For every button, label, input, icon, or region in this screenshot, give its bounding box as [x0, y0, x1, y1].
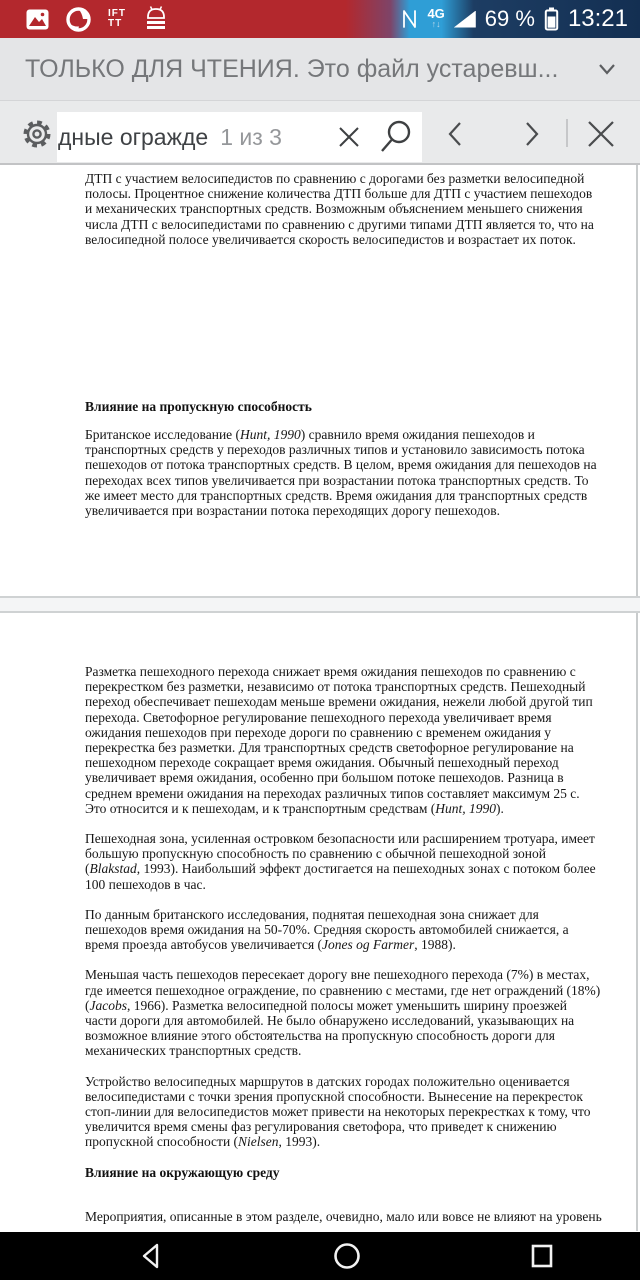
clear-icon[interactable] — [334, 122, 364, 152]
match-counter: 1 из 3 — [220, 123, 282, 150]
home-icon[interactable] — [330, 1239, 364, 1273]
android-robot-icon — [142, 6, 170, 32]
nfc-icon — [401, 8, 418, 30]
chevron-down-icon[interactable] — [592, 57, 622, 81]
paragraph-cycle-routes: Устройство велосипедных маршрутов в датских городах положительно оценивается велосипедистами с точки зрения пропускной способности. Вынесение на перекресток стоп-линии для велосипедистов может привести на некоторых перекрестках к тому, что увеличится время смены фаз регулирования светофора, что приведет к снижению пропускной способности (Nielsen, 1993). — [85, 1073, 591, 1150]
back-icon[interactable] — [135, 1239, 167, 1273]
signal-strength-icon — [454, 11, 476, 28]
search-icon[interactable] — [376, 117, 416, 157]
paragraph-crossing-marking: Разметка пешеходного перехода снижает время ожидания пешеходов по сравнению с перекрестком без разметки, независимо от потока транспортных средств. Пешеходный переход обеспечивает пешеходам меньше времени ожидания, нежели любой другой тип перехода. Светофорное регулирование пешеходного перехода увеличивает время ожидания пешеходов при переходе дороги по сравнению с временем ожидания у перекрестка без разметки. Для транспортных средств светофорное регулирование на пешеходном переходе сокращает время ожидания. Обычный пешеходный переход увеличивает время ожидания, особенно при большом потоке пешеходов. Разница в среднем времени ожидания на переходах различных типов составляет максимум 25 с. Это относится и к пешеходам, и к транспортным средствам (Hunt, 1990). — [85, 664, 593, 816]
search-input[interactable] — [57, 112, 422, 162]
paragraph-fencing: Меньшая часть пешеходов пересекает дорогу вне пешеходного перехода (7%) в местах, где имеется пешеходное ограждение, по сравнению с местами, где нет ограждений (18%) (Jacobs, 1966). Разметка велосипедной полосы может уменьшить ширину проезжей части дороги для автомобилей. Не было обнаружено исследований, указывающих на возможное влияние этого обстоятельства на пропускную способность дороги для механических транспортных средств. — [85, 967, 601, 1059]
ifttt-icon: IFT TT — [108, 8, 126, 29]
close-icon[interactable] — [583, 115, 619, 153]
network-type-indicator: 4G ↑↓ — [427, 6, 445, 29]
toolbar-divider — [566, 119, 568, 147]
chevron-left-icon[interactable] — [441, 115, 471, 153]
battery-icon — [544, 7, 559, 31]
battery-percent: 69 % — [484, 6, 535, 31]
document-scroll-area[interactable] — [0, 165, 640, 1231]
paragraph-clipped: Мероприятия, описанные в этом разделе, очевидно, мало или вовсе не влияют на уровень — [85, 1208, 602, 1224]
readonly-banner[interactable] — [0, 38, 640, 101]
page-break — [0, 596, 640, 613]
heading-capacity: Влияние на пропускную способность — [85, 399, 312, 415]
heading-environment: Влияние на окружающую среду — [85, 1164, 280, 1180]
android-navigation-bar — [0, 1232, 640, 1280]
gallery-icon — [26, 9, 49, 30]
document-page-2 — [0, 613, 638, 1231]
notification-icons — [0, 6, 170, 33]
status-bar — [0, 0, 640, 38]
search-query-text: дные огражде — [58, 123, 209, 150]
paragraph-hunt-study: Британское исследование (Hunt, 1990) сравнило время ожидания пешеходов и транспортных средств у переходов различных типов и установило зависимость потока пешеходов от потока транспортных средств. В целом, время ожидания для пешеходов на переходах всех типов увеличивается при возрастании потока транспортных средств. То же имеет место для транспортных средств. Время ожидания для транспортных средств увеличивается при возрастании потока переходящих дорогу пешеходов. — [85, 427, 597, 519]
firefox-icon — [65, 6, 92, 33]
recents-icon[interactable] — [526, 1239, 558, 1273]
clock: 13:21 — [567, 5, 628, 32]
readonly-banner-text: ТОЛЬКО ДЛЯ ЧТЕНИЯ. Это файл устаревш... — [25, 54, 559, 83]
find-toolbar — [0, 101, 640, 165]
gear-icon[interactable] — [20, 117, 54, 151]
paragraph-pedestrian-zone: Пешеходная зона, усиленная островком безопасности или расширением тротуара, имеет большую пропускную способность по сравнению с обычной пешеходной зоной (Blakstad, 1993). Наибольший эффект достигается на пешеходных зонах с потоком более 100 пешеходов в час. — [85, 831, 596, 892]
chevron-right-icon[interactable] — [516, 115, 546, 153]
paragraph-british-study: По данным британского исследования, поднятая пешеходная зона снижает для пешеходов время ожидания на 50-70%. Средняя скорость автомобилей снижается, а время проезда автобусов увеличивается (Jones og Farmer, 1988). — [85, 906, 569, 953]
document-page-1 — [0, 165, 638, 596]
figure-street-and-intersection — [95, 250, 630, 364]
paragraph-intro: ДТП с участием велосипедистов по сравнению с дорогами без разметки велосипедной полосы. Процентное снижение количества ДТП больше для ДТП с участием пешеходов и механических транспортных средств. Возможным объяснением меньшего снижения числа ДТП с велосипедистами по сравнению с другими типами ДТП является то, что на велосипедной полосе увеличивается скорость велосипедистов и возрастает их поток. — [85, 171, 594, 247]
